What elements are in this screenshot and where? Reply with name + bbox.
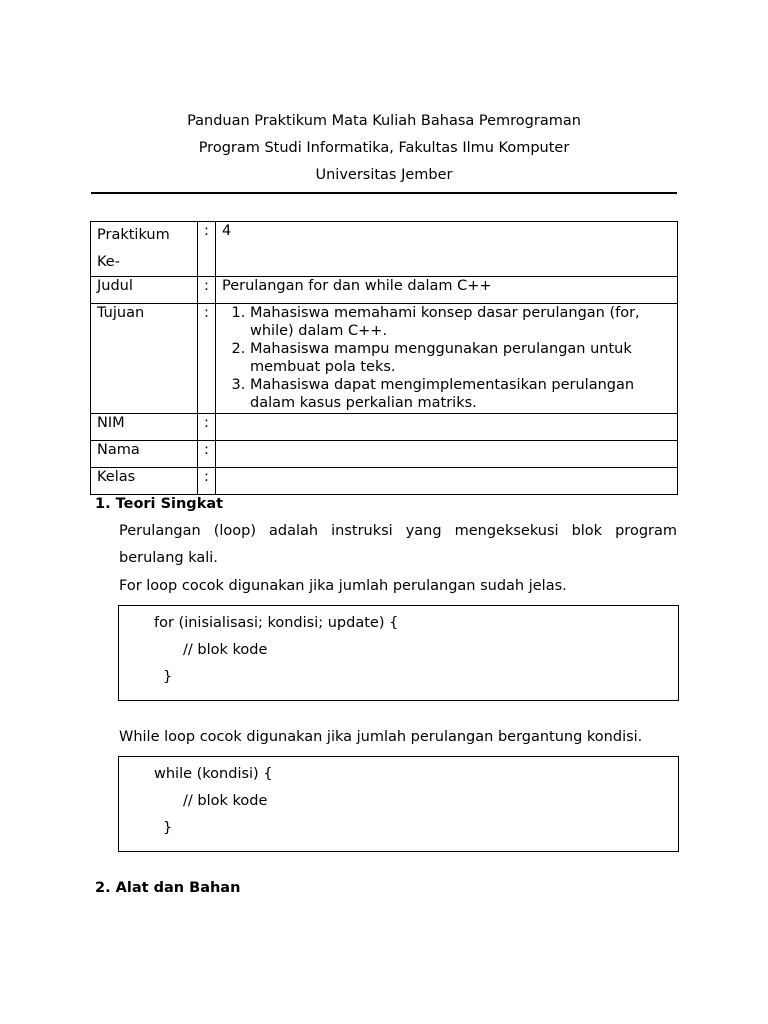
colon: :	[198, 414, 216, 441]
section-2-title: 2. Alat dan Bahan	[95, 880, 241, 896]
tujuan-value	[216, 304, 678, 414]
table-row-nama	[91, 441, 678, 468]
theory-paragraph-while: While loop cocok digunakan jika jumlah perulangan bergantung kondisi.	[119, 729, 643, 745]
table-row-tujuan	[91, 304, 678, 414]
list-item: 2. Mahasiswa mampu menggunakan perulangan untuk membuat pola teks.	[250, 340, 671, 376]
nama-label: Nama	[91, 441, 198, 468]
nim-value[interactable]	[216, 414, 678, 441]
colon: :	[198, 304, 216, 414]
header-divider	[91, 192, 677, 194]
judul-value: Perulangan for dan while dalam C++	[216, 277, 678, 304]
nim-label: NIM	[91, 414, 198, 441]
praktikum-value: 4	[216, 222, 678, 277]
code-line: // blok kode	[183, 793, 268, 809]
code-line: }	[163, 820, 173, 836]
theory-paragraph-for: For loop cocok digunakan jika jumlah perulangan sudah jelas.	[119, 578, 567, 594]
table-row-judul	[91, 277, 678, 304]
section-1-title: 1. Teori Singkat	[95, 496, 224, 512]
tujuan-label: Tujuan	[91, 304, 198, 414]
while-code-box	[118, 756, 679, 852]
code-line: }	[163, 669, 173, 685]
colon: :	[198, 441, 216, 468]
praktikum-label	[91, 222, 198, 277]
praktikum-label-line2: Ke-	[97, 254, 120, 270]
doc-header-program: Program Studi Informatika, Fakultas Ilmu Komputer	[198, 140, 570, 156]
kelas-label: Kelas	[91, 468, 198, 495]
table-row-nim	[91, 414, 678, 441]
table-row-kelas	[91, 468, 678, 495]
colon: :	[198, 468, 216, 495]
colon: :	[198, 277, 216, 304]
table-row-praktikum	[91, 222, 678, 277]
list-item: 1. Mahasiswa memahami konsep dasar perulangan (for, while) dalam C++.	[250, 304, 671, 340]
tujuan-list	[222, 304, 671, 412]
code-line: // blok kode	[183, 642, 268, 658]
info-table	[90, 221, 678, 495]
nama-value[interactable]	[216, 441, 678, 468]
praktikum-label-line1: Praktikum	[97, 227, 170, 243]
judul-label: Judul	[91, 277, 198, 304]
code-line: while (kondisi) {	[154, 766, 273, 782]
theory-paragraph-loop: Perulangan (loop) adalah instruksi yang mengeksekusi blok program berulang kali.	[119, 523, 677, 566]
doc-header-title: Panduan Praktikum Mata Kuliah Bahasa Pemrograman	[187, 113, 581, 129]
kelas-value[interactable]	[216, 468, 678, 495]
code-line: for (inisialisasi; kondisi; update) {	[154, 615, 399, 631]
doc-header-university: Universitas Jember	[315, 167, 453, 183]
colon: :	[198, 222, 216, 277]
for-code-box	[118, 605, 679, 701]
list-item: 3. Mahasiswa dapat mengimplementasikan perulangan dalam kasus perkalian matriks.	[250, 376, 671, 412]
